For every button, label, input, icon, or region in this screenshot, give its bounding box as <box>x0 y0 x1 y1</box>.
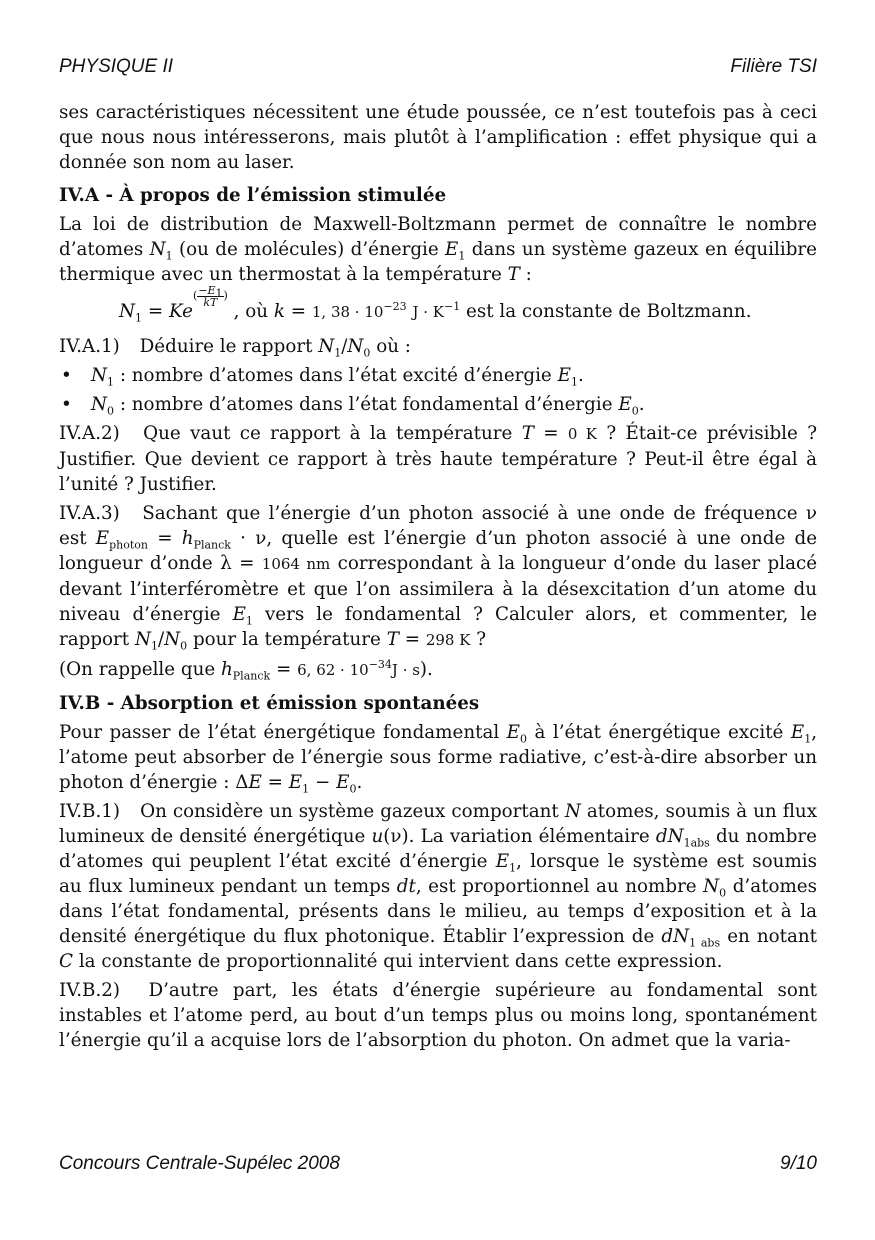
page-footer <box>59 1153 817 1175</box>
intro-paragraph: ses caractéristiques nécessitent une étude poussée, ce n’est toutefois pas à ceci que nous nous intéresserons, mais plutôt à l’amplification : effet physique qui a donnée son nom au laser. <box>59 102 817 173</box>
page-body <box>59 100 817 1057</box>
page-header <box>59 56 817 78</box>
list-item: • $N_0$ : nombre d’atomes dans l’état fondamental d’énergie $E_0$. <box>61 394 645 418</box>
boltzmann-formula: $N_1 = Ke$( $\frac{-E_1}{kT}$ ) , où k = 1, $38 \cdot 10^{-23}$ $J \cdot K^{-1}$ est la constante de Boltzmann. <box>119 283 752 325</box>
document-page <box>59 56 817 1186</box>
section-a-paragraph: La loi de distribution de Maxwell-Boltzmann permet de connaître le nombre d’atomes $N_1$ (ou de molécules) d’énergie $E_1$ dans un système gazeux en équilibre thermique avec un thermostat à la température T : <box>59 214 817 285</box>
question-iva3: IV.A.3) Sachant que l’énergie d’un photon associé à une onde de fréquence ν est $E_{photon} = h_{Planck} \cdot \nu$, quelle est l’énergie d’un photon associé à une onde de longueur d’onde λ = 1064 nm correspondant à la longueur d’onde du laser placé devant l’interféromètre et que l’on assimilera à la désexcitation d’un atome du niveau d’énergie $E_1$ vers le fondamental ? Calculer alors, et commenter, le rapport $N_1/N_0$ pour la température T = 298 K ? <box>59 503 818 653</box>
question-ivb1: IV.B.1) On considère un système gazeux comportant N atomes, soumis à un flux lumineux de densité énergétique u(ν). La variation élémentaire $dN_{1abs}$ du nombre d’atomes qui peuplent l’état excité d’énergie $E_1$, lorsque le système est soumis au flux lumineux pendant un temps dt, est proportionnel au nombre $N_0$ d’atomes dans l’état fondamental, présents dans le milieu, au temps d’exposition et à la densité énergétique du flux photonique. Établir l’expression de $dN_{1 abs}$ en notant C la constante de proportionnalité qui intervient dans cette expression. <box>59 801 818 972</box>
question-ivb2: IV.B.2) D’autre part, les états d’énergie supérieure au fondamental sont instables et l’atome perd, au bout d’un temps plus ou moins long, spontanément l’énergie qu’il a acquise lors de l’absorption du photon. On admet que la varia- <box>59 980 817 1051</box>
list-item: • $N_1$ : nombre d’atomes dans l’état excité d’énergie $E_1$. <box>61 365 584 389</box>
question-iva2: IV.A.2) Que vaut ce rapport à la température T = 0 K ? Était-ce prévisible ? Justifier. Que devient ce rapport à très haute température ? Peut-il être égal à l’unité ? Justifier. <box>59 423 817 495</box>
planck-reminder: (On rappelle que $h_{Planck} = 6$, $62 \cdot 10^{-34}J \cdot s$). <box>59 657 433 683</box>
question-iva1: IV.A.1) Déduire le rapport $N_1/N_0$ où : <box>59 336 411 360</box>
section-a-title: IV.A - À propos de l’émission stimulée <box>59 185 447 206</box>
bullet-icon: • <box>61 394 72 415</box>
footer-exam: Concours Centrale-Supélec 2008 <box>59 1153 340 1174</box>
bullet-icon: • <box>61 365 72 386</box>
section-b-title: IV.B - Absorption et émission spontanées <box>59 693 480 714</box>
section-b-paragraph: Pour passer de l’état énergétique fondamental $E_0$ à l’état énergétique excité $E_1$, l’atome peut absorber de l’énergie sous forme radiative, c’est-à-dire absorber un photon d’énergie : $\Delta E = E_1 - E_0$. <box>59 722 818 796</box>
header-subject: PHYSIQUE II <box>59 56 174 77</box>
boltzmann-exponent: ( $\frac{-E_1}{kT}$ ) <box>192 283 228 309</box>
page-number: 9/10 <box>780 1153 817 1174</box>
header-track: Filière TSI <box>730 56 817 77</box>
